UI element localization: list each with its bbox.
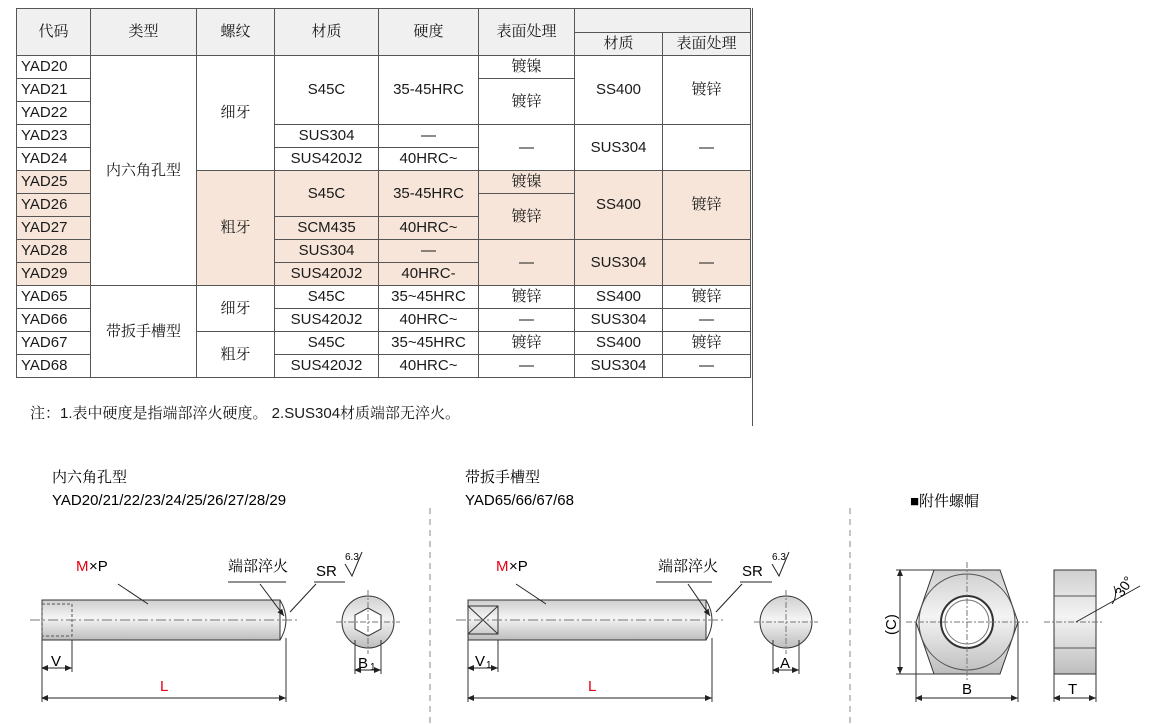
nut-material-cell: SS400 — [575, 56, 663, 125]
nut-material-cell: SS400 — [575, 171, 663, 240]
header-type: 类型 — [91, 9, 197, 56]
nut-surface-cell: — — [663, 125, 751, 171]
hex-label-b1: B — [358, 655, 369, 672]
table-right-border — [752, 8, 753, 426]
material-cell: SUS304 — [275, 240, 379, 263]
spec-table — [16, 8, 751, 378]
code-cell: YAD27 — [17, 217, 91, 240]
header-nut-group — [575, 9, 751, 33]
code-cell: YAD24 — [17, 148, 91, 171]
nut-drawing-title: ■附件螺帽 — [910, 493, 980, 510]
technical-drawings — [0, 440, 1171, 725]
hardness-cell: 35-45HRC — [379, 56, 479, 125]
nut-surface-cell: 镀锌 — [663, 56, 751, 125]
surface-cell: — — [479, 125, 575, 171]
hex-label-quench: 端部淬火 — [228, 558, 289, 575]
nut-surface-cell: 镀锌 — [663, 332, 751, 355]
code-cell: YAD26 — [17, 194, 91, 217]
hardness-cell: 40HRC~ — [379, 355, 479, 378]
slot-label-l: L — [588, 678, 597, 695]
hex-label-m: M — [76, 558, 89, 575]
code-cell: YAD25 — [17, 171, 91, 194]
header-thread: 螺纹 — [197, 9, 275, 56]
material-cell: S45C — [275, 56, 379, 125]
nut-surface-cell: — — [663, 240, 751, 286]
code-cell: YAD68 — [17, 355, 91, 378]
material-cell: SUS420J2 — [275, 148, 379, 171]
hardness-cell: — — [379, 125, 479, 148]
nut-surface-cell: — — [663, 355, 751, 378]
material-cell: SCM435 — [275, 217, 379, 240]
code-cell: YAD23 — [17, 125, 91, 148]
surface-cell: 镀镍 — [479, 56, 575, 79]
code-cell: YAD66 — [17, 309, 91, 332]
hardness-cell: 40HRC~ — [379, 148, 479, 171]
header-nut-surface: 表面处理 — [663, 33, 751, 56]
slot-label-roughness: 6.3 — [772, 552, 786, 563]
material-cell: S45C — [275, 332, 379, 355]
hardness-cell: 40HRC- — [379, 263, 479, 286]
header-material: 材质 — [275, 9, 379, 56]
nut-surface-cell: — — [663, 309, 751, 332]
slot-label-m: M — [496, 558, 509, 575]
nut-material-cell: SS400 — [575, 332, 663, 355]
hardness-cell: 35-45HRC — [379, 171, 479, 217]
nut-drawing — [896, 562, 1140, 702]
hex-label-xp: ×P — [89, 558, 108, 575]
hardness-cell: 35~45HRC — [379, 286, 479, 309]
material-cell: S45C — [275, 171, 379, 217]
nut-material-cell: SUS304 — [575, 355, 663, 378]
hex-label-b1-sub: 1 — [370, 662, 376, 673]
hardness-cell: 35~45HRC — [379, 332, 479, 355]
thread-cell: 粗牙 — [197, 171, 275, 286]
hardness-cell: 40HRC~ — [379, 309, 479, 332]
surface-cell: 镀锌 — [479, 286, 575, 309]
nut-label-b: B — [962, 681, 973, 698]
hex-drawing-models: YAD20/21/22/23/24/25/26/27/28/29 — [52, 492, 287, 509]
nut-material-cell: SUS304 — [575, 240, 663, 286]
material-cell: S45C — [275, 286, 379, 309]
code-cell: YAD21 — [17, 79, 91, 102]
slot-label-xp: ×P — [509, 558, 528, 575]
code-cell: YAD28 — [17, 240, 91, 263]
header-code: 代码 — [17, 9, 91, 56]
nut-label-t: T — [1068, 681, 1078, 698]
slot-label-v1: V — [475, 653, 486, 670]
header-hardness: 硬度 — [379, 9, 479, 56]
nut-material-cell: SUS304 — [575, 125, 663, 171]
nut-label-c: (C) — [883, 614, 900, 635]
surface-cell: — — [479, 355, 575, 378]
nut-material-cell: SUS304 — [575, 309, 663, 332]
thread-cell: 细牙 — [197, 286, 275, 332]
code-cell: YAD20 — [17, 56, 91, 79]
header-nut-material: 材质 — [575, 33, 663, 56]
material-cell: SUS420J2 — [275, 355, 379, 378]
hardness-cell: — — [379, 240, 479, 263]
nut-surface-cell: 镀锌 — [663, 286, 751, 309]
code-cell: YAD22 — [17, 102, 91, 125]
thread-cell: 细牙 — [197, 56, 275, 171]
hex-label-roughness: 6.3 — [345, 552, 359, 563]
code-cell: YAD67 — [17, 332, 91, 355]
header-surface: 表面处理 — [479, 9, 575, 56]
table-note: 注：1.表中硬度是指端部淬火硬度。 2.SUS304材质端部无淬火。 — [30, 405, 461, 422]
slot-label-v1-sub: 1 — [486, 660, 492, 671]
slot-label-quench: 端部淬火 — [658, 558, 719, 575]
hex-label-l: L — [160, 678, 169, 695]
nut-label-angle: 30° — [1111, 573, 1137, 600]
slot-drawing-title: 带扳手槽型 — [465, 469, 541, 486]
surface-cell: 镀锌 — [479, 194, 575, 240]
slot-drawing-models: YAD65/66/67/68 — [465, 492, 574, 509]
code-cell: YAD65 — [17, 286, 91, 309]
hex-label-v: V — [51, 653, 62, 670]
surface-cell: 镀锌 — [479, 79, 575, 125]
hex-label-sr: SR — [316, 563, 337, 580]
slot-label-sr: SR — [742, 563, 763, 580]
surface-cell: 镀锌 — [479, 332, 575, 355]
hex-drawing-title: 内六角孔型 — [52, 469, 128, 486]
hardness-cell: 40HRC~ — [379, 217, 479, 240]
type-cell: 带扳手槽型 — [91, 286, 197, 378]
type-cell: 内六角孔型 — [91, 56, 197, 286]
surface-cell: — — [479, 309, 575, 332]
material-cell: SUS304 — [275, 125, 379, 148]
code-cell: YAD29 — [17, 263, 91, 286]
material-cell: SUS420J2 — [275, 309, 379, 332]
nut-surface-cell: 镀锌 — [663, 171, 751, 240]
surface-cell: 镀镍 — [479, 171, 575, 194]
surface-cell: — — [479, 240, 575, 286]
thread-cell: 粗牙 — [197, 332, 275, 378]
material-cell: SUS420J2 — [275, 263, 379, 286]
nut-material-cell: SS400 — [575, 286, 663, 309]
slot-label-a: A — [780, 655, 791, 672]
